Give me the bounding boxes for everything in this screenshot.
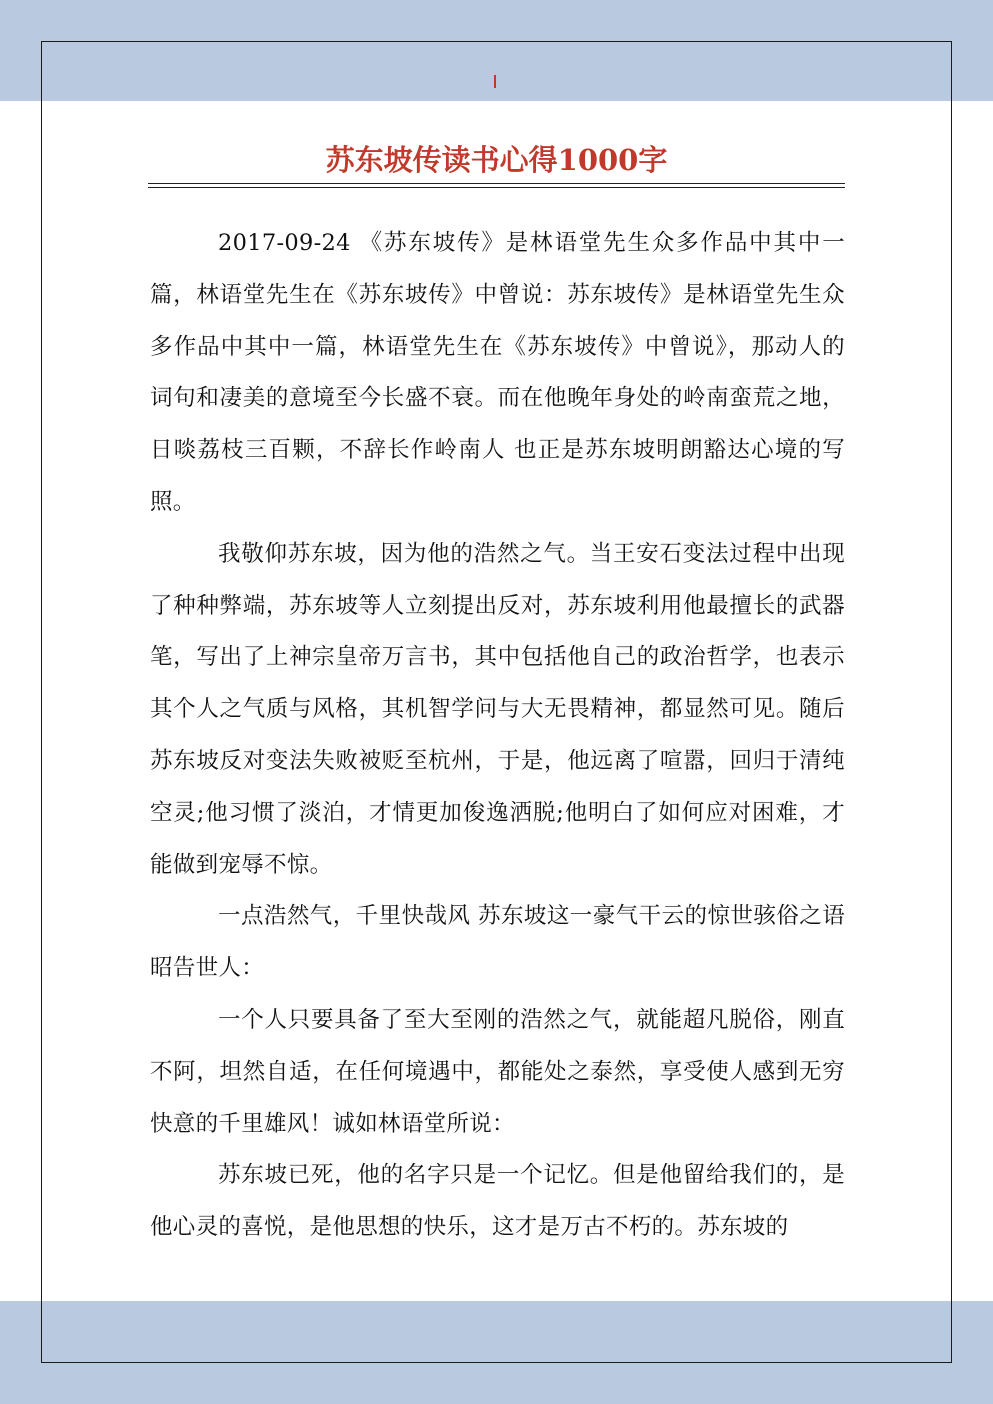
- title-underline-bottom: [148, 187, 845, 188]
- paragraph-3: 一点浩然气，千里快哉风 苏东坡这一豪气干云的惊世骇俗之语昭告世人：: [150, 903, 845, 982]
- document-body: [150, 218, 845, 1254]
- paragraph-2: 我敬仰苏东坡，因为他的浩然之气。当王安石变法过程中出现了种种弊端，苏东坡等人立刻提出反对，苏东坡利用他最擅长的武器 笔，写出了上神宗皇帝万言书，其中包括他自己的政治哲学，也表示其个人之气质与风格，其机智学问与大无畏精神，都显然可见。随后苏东坡反对变法失败被贬至杭州，于是，他远离了喧嚣，回归于清纯空灵;他习惯了淡泊，才情更加俊逸洒脱;他明白了如何应对困难，才能做到宠辱不惊。: [150, 540, 845, 878]
- title-underline-top: [148, 183, 845, 184]
- paragraph-5: 苏东坡已死，他的名字只是一个记忆。但是他留给我们的，是他心灵的喜悦，是他思想的快乐，这才是万古不朽的。苏东坡的: [150, 1162, 845, 1241]
- header-mark: [494, 75, 496, 88]
- paragraph-1: 2017-09-24 《苏东坡传》是林语堂先生众多作品中其中一篇，林语堂先生在《苏东坡传》中曾说：苏东坡传》是林语堂先生众多作品中其中一篇，林语堂先生在《苏东坡传》中曾说》，那动人的词句和凄美的意境至今长盛不衰。而在他晚年身处的岭南蛮荒之地，日啖荔枝三百颗，不辞长作岭南人 也正是苏东坡明朗豁达心境的写照。: [150, 230, 845, 515]
- document-title: 苏东坡传读书心得1000字: [325, 143, 668, 177]
- paragraph-4: 一个人只要具备了至大至刚的浩然之气，就能超凡脱俗，刚直不阿，坦然自适，在任何境遇中，都能处之泰然，享受使人感到无穷快意的千里雄风！诚如林语堂所说：: [150, 1006, 845, 1137]
